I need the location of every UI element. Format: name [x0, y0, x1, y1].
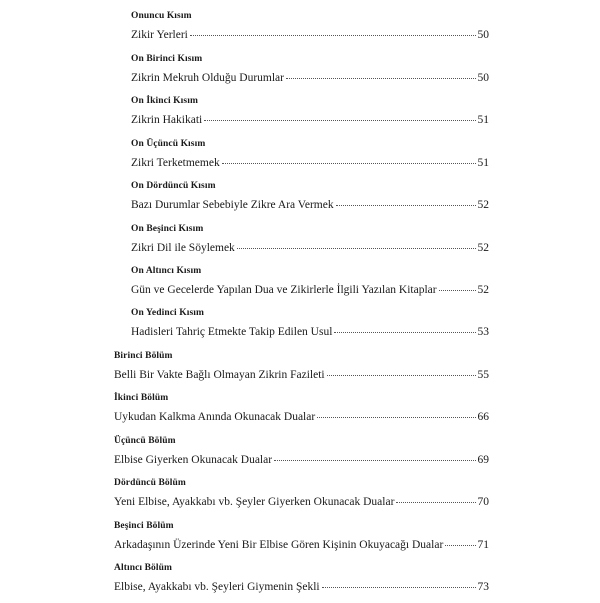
toc-entry-10[interactable] [131, 9, 489, 51]
entry-title: Arkadaşının Üzerinde Yeni Bir Elbise Gören Kişinin Okuyacağı Dualar [114, 539, 444, 551]
toc-chapter-6[interactable] [114, 561, 489, 603]
page-number: 66 [477, 411, 489, 423]
dot-leader [237, 239, 476, 249]
toc-line [114, 580, 489, 595]
toc-line [114, 453, 489, 468]
toc-chapter-4[interactable] [114, 476, 489, 518]
page-number: 53 [477, 326, 489, 338]
toc-line [131, 241, 489, 256]
entry-title: Hadisleri Tahriç Etmekte Takip Edilen Usul [131, 326, 333, 338]
section-heading: On Altıncı Kısım [131, 266, 202, 276]
toc-entry-12[interactable] [131, 94, 489, 136]
dot-leader [222, 154, 476, 164]
chapter-heading: İkinci Bölüm [114, 393, 169, 403]
page-number: 69 [477, 454, 489, 466]
toc-entry-16[interactable] [131, 264, 489, 306]
dot-leader [396, 493, 475, 503]
toc-line [131, 71, 489, 86]
chapter-heading: Beşinci Bölüm [114, 521, 174, 531]
toc-line [131, 198, 489, 213]
entry-title: Uykudan Kalkma Anında Okunacak Dualar [114, 411, 316, 423]
section-heading: On Beşinci Kısım [131, 224, 204, 234]
entry-title: Elbise, Ayakkabı vb. Şeyleri Giymenin Şekli [114, 581, 320, 593]
toc-line [131, 325, 489, 340]
dot-leader [317, 408, 475, 418]
toc-entry-11[interactable] [131, 52, 489, 94]
dot-leader [327, 366, 476, 376]
toc-chapter-3[interactable] [114, 434, 489, 476]
toc-line [114, 538, 489, 553]
dot-leader [274, 451, 475, 461]
toc-chapter-5[interactable] [114, 519, 489, 561]
page-number: 52 [477, 242, 489, 254]
dot-leader [286, 69, 476, 79]
dot-leader [322, 578, 476, 588]
toc-entry-17[interactable] [131, 306, 489, 348]
chapter-heading: Üçüncü Bölüm [114, 436, 176, 446]
page-number: 73 [477, 581, 489, 593]
toc-line [131, 156, 489, 171]
entry-title: Zikrin Hakikati [131, 114, 203, 126]
page-number: 50 [477, 29, 489, 41]
toc-line [114, 410, 489, 425]
section-heading: On Birinci Kısım [131, 54, 203, 64]
section-heading: On Üçüncü Kısım [131, 139, 206, 149]
section-heading: On İkinci Kısım [131, 96, 198, 106]
dot-leader [334, 323, 475, 333]
toc-entry-13[interactable] [131, 137, 489, 179]
page-number: 70 [477, 496, 489, 508]
entry-title: Zikrin Mekruh Olduğu Durumlar [131, 72, 284, 84]
toc-line [131, 283, 489, 298]
entry-title: Zikri Dil ile Söylemek [131, 242, 235, 254]
section-heading: Onuncu Kısım [131, 11, 192, 21]
entry-title: Belli Bir Vakte Bağlı Olmayan Zikrin Fazileti [114, 369, 325, 381]
toc-chapter-1[interactable] [114, 349, 489, 391]
page-number: 71 [477, 539, 489, 551]
toc-line [131, 28, 489, 43]
entry-title: Gün ve Gecelerde Yapılan Dua ve Zikirlerle İlgili Yazılan Kitaplar [131, 284, 437, 296]
page-number: 51 [477, 157, 489, 169]
page-number: 55 [477, 369, 489, 381]
dot-leader [190, 26, 476, 36]
entry-title: Bazı Durumlar Sebebiyle Zikre Ara Vermek [131, 199, 334, 211]
entry-title: Elbise Giyerken Okunacak Dualar [114, 454, 273, 466]
page-number: 51 [477, 114, 489, 126]
page-number: 52 [477, 284, 489, 296]
entry-title: Zikir Yerleri [131, 29, 188, 41]
page-number: 50 [477, 72, 489, 84]
chapter-heading: Dördüncü Bölüm [114, 478, 186, 488]
page-number: 52 [477, 199, 489, 211]
chapter-heading: Birinci Bölüm [114, 351, 173, 361]
dot-leader [336, 196, 476, 206]
chapter-heading: Altıncı Bölüm [114, 563, 173, 573]
dot-leader [439, 281, 476, 291]
entry-title: Yeni Elbise, Ayakkabı vb. Şeyler Giyerken Okunacak Dualar [114, 496, 395, 508]
entry-title: Zikri Terketmemek [131, 157, 220, 169]
toc-entry-14[interactable] [131, 179, 489, 221]
section-heading: On Yedinci Kısım [131, 308, 205, 318]
toc-line [114, 495, 489, 510]
toc-line [131, 113, 489, 128]
toc-line [114, 368, 489, 383]
section-heading: On Dördüncü Kısım [131, 181, 216, 191]
toc-chapter-2[interactable] [114, 391, 489, 433]
dot-leader [204, 111, 475, 121]
dot-leader [445, 536, 475, 546]
toc-entry-15[interactable] [131, 222, 489, 264]
